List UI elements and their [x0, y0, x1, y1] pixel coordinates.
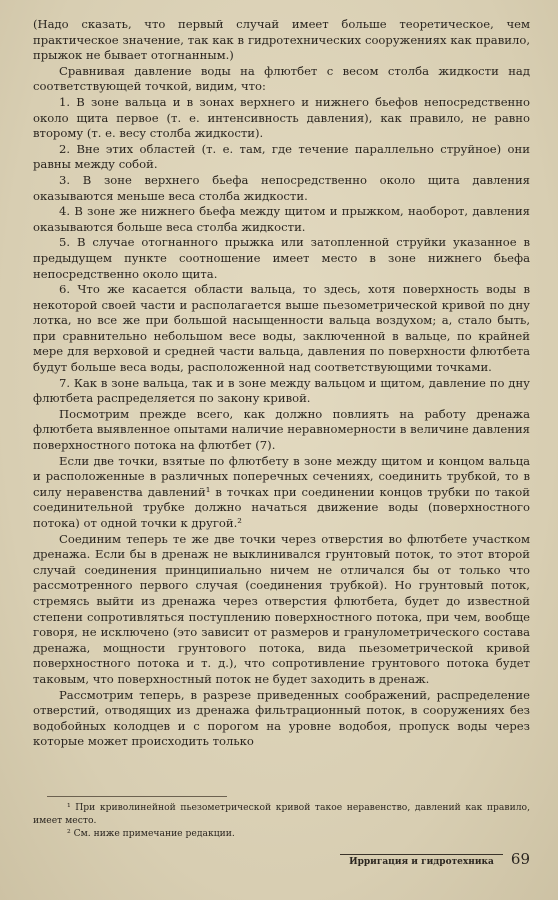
footnote-rule [47, 796, 227, 797]
paragraph: Соединим теперь те же две точки через отверстия во флютбете участком дренажа. Если бы в дренаж не выклинивался грунтовый поток, то этот второй случай соединения принципиально ничем не отличался бы от только что рассмотренного первого случая (соединения трубкой). Но грунтовый поток, стремясь выйти из дренажа через отверстия флютбета, будет до известной степени сопротивляться поступлению поверхностного потока, при чем, вообще говоря, не исключено (это зависит от размеров и гранулометрического состава дренажа, мощности грунтового потока, вида пьезометрической кривой поверхностного потока и т. д.), что сопротивление грунтового потока будет таковым, что поверхностный поток не будет заходить в дренаж. [33, 531, 530, 686]
paragraph: Если две точки, взятые по флютбету в зоне между щитом и концом вальца и расположенные в различных поперечных сечениях, соединить трубкой, то в силу неравенства давлений¹ в точках при соединении концов трубки по такой соединительной трубке должно начаться движение воды (поверхностного потока) от одной точки к другой.² [33, 453, 530, 530]
paragraph: Рассмотрим теперь, в разрезе приведенных соображений, распределение отверстий, отводящих из дренажа фильтрационный поток, в сооружениях без водобойных колодцев и с порогом на уровне водобоя, пропуск воды через которые может происходить только [33, 687, 530, 749]
paragraph: 1. В зоне вальца и в зонах верхнего и нижнего бьефов непосредственно около щита первое (т. е. интенсивность давления), как правило, не равно второму (т. е. весу столба жидкости). [33, 94, 530, 141]
paragraph: 3. В зоне верхнего бьефа непосредственно около щита давления оказываются меньше веса столба жидкости. [33, 172, 530, 203]
footnotes [33, 796, 530, 840]
running-head: Ирригация и гидротехника [340, 854, 503, 867]
footnote: ² См. ниже примечание редакции. [67, 828, 235, 839]
paragraph: 5. В случае отогнанного прыжка или затопленной струйки указанное в предыдущем пункте соотношение имеет место в зоне нижнего бьефа непосредственно около щита. [33, 235, 530, 281]
paragraph: 2. Вне этих областей (т. е. там, где течение параллельно струйное) они равны между собой. [33, 141, 530, 172]
paragraph: 4. В зоне же нижнего бьефа между щитом и прыжком, наоборот, давления оказываются больше веса столба жидкости. [33, 204, 530, 234]
paragraph: 7. Как в зоне вальца, так и в зоне между вальцом и щитом, давление по дну флютбета распределяется по закону кривой. [33, 375, 530, 406]
footnote: ¹ При криволинейной пьезометрической кривой такое неравенство, давлений как правило, имеет место. [33, 802, 530, 826]
paragraph: Сравнивая давление воды на флютбет с весом столба жидкости над соответствующей точкой, видим, что: [33, 63, 530, 94]
paragraph: (Надо сказать, что первый случай имеет больше теоретическое, чем практическое значение, так как в гидротехнических сооружениях как правило, прыжок не бывает отогнанным.) [33, 17, 530, 63]
body-text [33, 17, 530, 750]
page-footer [340, 852, 530, 867]
page-number: 69 [510, 850, 530, 868]
paragraph: 6. Что же касается области вальца, то здесь, хотя поверхность воды в некоторой своей части и располагается выше пьезометрической кривой по дну лотка, но все же при большой насыщенности вальца воздухом; а, стало быть, при сравнительно небольшом весе воды, заключенной в вальце, по крайней мере для верховой и средней части вальца, давления по поверхности флютбета будут больше веса воды, расположенной над соответствующими точками. [33, 282, 530, 375]
paragraph: Посмотрим прежде всего, как должно повлиять на работу дренажа флютбета выявленное опытами наличие неравномерности в величине давления поверхностного потока на флютбет (7). [33, 406, 530, 453]
